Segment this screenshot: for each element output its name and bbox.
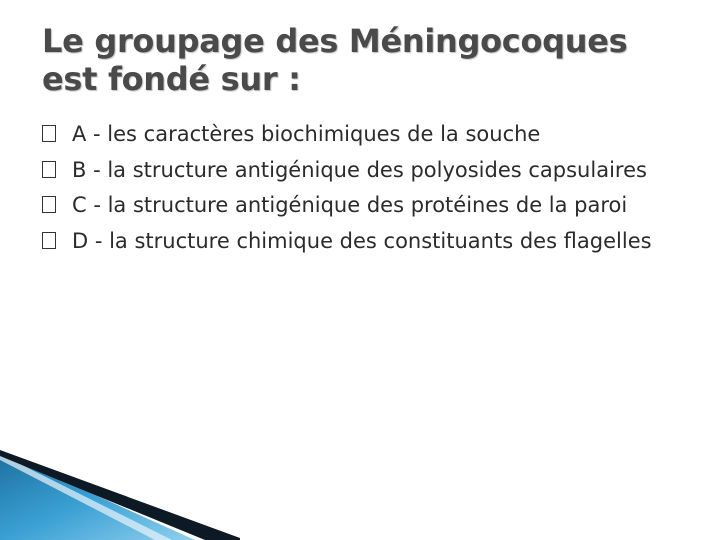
option-b (42, 153, 682, 189)
option-text: - la structure antigénique des polyosides capsulaires (86, 157, 647, 182)
option-text: - la structure antigénique des protéines de la paroi (86, 193, 628, 217)
bullet-box-icon (42, 188, 72, 224)
bullet-box-icon (42, 117, 72, 153)
option-letter: D (72, 228, 89, 253)
corner-decoration (0, 440, 240, 540)
option-letter: C (72, 193, 87, 217)
option-letter: A (72, 122, 87, 146)
option-d (42, 224, 682, 260)
option-c (42, 188, 682, 224)
slide-title-line-2: est fondé sur : (42, 60, 301, 98)
answer-options (42, 117, 682, 259)
slide-title-line-1: Le groupage des Méningocoques (42, 22, 628, 60)
bullet-box-icon (42, 153, 72, 189)
slide-title (42, 22, 682, 98)
option-text: - les caractères biochimiques de la souche (86, 122, 541, 146)
bullet-box-icon (42, 224, 72, 260)
option-letter: B (72, 157, 87, 182)
option-text: - la structure chimique des constituants des flagelles (88, 228, 652, 253)
option-a (42, 117, 682, 153)
